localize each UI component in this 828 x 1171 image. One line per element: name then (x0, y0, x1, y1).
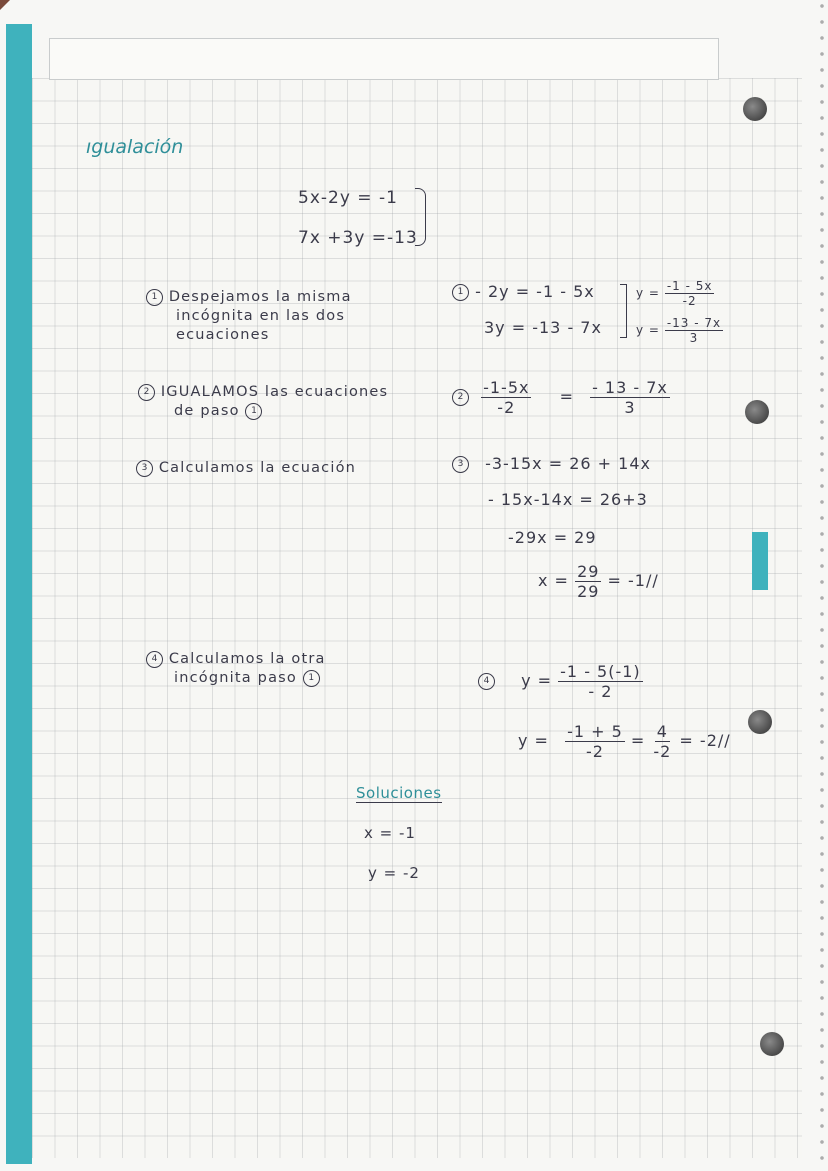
brand-tag (752, 532, 768, 590)
solutions-heading: Soluciones (356, 784, 442, 802)
work-1-eq-b: 3y = -13 - 7x (484, 318, 602, 337)
spiral-perforation (812, 0, 828, 1171)
page-title: ıgualación (86, 136, 184, 158)
step-2-line-1: IGUALAMOS las ecuaciones (160, 384, 389, 400)
work-4-a-lhs: y = (521, 671, 553, 690)
binder-hole (748, 710, 772, 734)
step-2-line-2: de paso (174, 403, 240, 419)
equals-sign: = (630, 731, 646, 750)
fraction-numerator: -1-5x (483, 378, 530, 397)
step-1-line-1: Despejamos la misma (168, 289, 352, 305)
fraction-numerator: -1 - 5(-1) (560, 662, 641, 681)
fraction-denominator: -2 (585, 742, 604, 761)
work-4-b-fraction-1 (565, 722, 625, 761)
work-1-line-a (452, 282, 595, 301)
work-4-b-lhs: y = (518, 731, 549, 750)
step-1-text (146, 288, 352, 345)
step-reference-badge: 1 (303, 670, 320, 687)
step-1-line-3: ecuaciones (176, 327, 270, 343)
work-number-badge: 4 (478, 673, 495, 690)
work-3-line-a (452, 454, 651, 473)
fraction-denominator: -2 (682, 294, 697, 308)
binder-hole (743, 97, 767, 121)
equals-sign: = (559, 387, 574, 406)
system-brace (415, 188, 426, 246)
system-eq1: 5x-2y = -1 (298, 188, 398, 208)
result-2-lhs: y = (636, 323, 660, 337)
work-3-d-fraction (575, 562, 601, 601)
work-2-right-fraction (590, 378, 670, 417)
work-1-result-1 (636, 279, 714, 308)
work-3-eq-a: -3-15x = 26 + 14x (485, 454, 651, 473)
work-4-line-a (478, 662, 643, 701)
binder-hole (745, 400, 769, 424)
result-1-lhs: y = (636, 286, 660, 300)
work-1-eq-a: - 2y = -1 - 5x (475, 282, 595, 301)
step-4-line-2: incógnita paso (174, 670, 297, 686)
work-number-badge: 3 (452, 456, 469, 473)
result-2-fraction (665, 316, 723, 345)
work-2-line (452, 378, 670, 417)
solution-y: y = -2 (368, 864, 420, 882)
header-box (49, 38, 719, 80)
work-4-line-b (518, 722, 731, 761)
system-eq2: 7x +3y =-13 (298, 228, 418, 248)
result-1-fraction (665, 279, 715, 308)
fraction-numerator: 4 (656, 722, 668, 741)
fraction-denominator: 3 (624, 398, 636, 417)
step-number-badge: 1 (146, 289, 163, 306)
step-2-text (138, 383, 388, 421)
work-number-badge: 2 (452, 389, 469, 406)
fraction-denominator: 29 (577, 582, 600, 601)
work-3-d-result: = -1// (607, 571, 659, 590)
work-3-line-d (538, 562, 659, 601)
binder-hole (760, 1032, 784, 1056)
fraction-denominator: -2 (653, 742, 672, 761)
work-1-bracket (620, 284, 627, 338)
fraction-numerator: 29 (577, 562, 600, 581)
fraction-numerator: -13 - 7x (666, 316, 722, 330)
fraction-denominator: 3 (689, 331, 699, 345)
step-4-text (146, 650, 326, 688)
fraction-denominator: - 2 (588, 682, 613, 701)
solution-x: x = -1 (364, 824, 416, 842)
step-number-badge: 3 (136, 460, 153, 477)
step-3-text (136, 459, 356, 478)
fraction-numerator: - 13 - 7x (592, 378, 668, 397)
work-1-result-2 (636, 316, 723, 345)
work-4-b-fraction-2 (651, 722, 673, 761)
step-reference-badge: 1 (245, 403, 262, 420)
work-3-eq-b: - 15x-14x = 26+3 (488, 490, 648, 509)
step-4-line-1: Calculamos la otra (168, 651, 326, 667)
work-3-eq-c: -29x = 29 (508, 528, 597, 547)
work-number-badge: 1 (452, 284, 469, 301)
fraction-numerator: -1 + 5 (567, 722, 623, 741)
work-4-a-fraction (558, 662, 643, 701)
step-3-line-1: Calculamos la ecuación (158, 460, 357, 476)
step-number-badge: 4 (146, 651, 163, 668)
work-4-b-result: = -2// (679, 731, 731, 750)
step-1-line-2: incógnita en las dos (176, 308, 346, 324)
fraction-numerator: -1 - 5x (666, 279, 713, 293)
fraction-denominator: -2 (497, 398, 516, 417)
work-2-left-fraction (481, 378, 531, 417)
step-number-badge: 2 (138, 384, 155, 401)
corner-mark (0, 0, 10, 10)
teal-margin-strip (6, 24, 32, 1164)
work-3-d-lhs: x = (538, 571, 569, 590)
